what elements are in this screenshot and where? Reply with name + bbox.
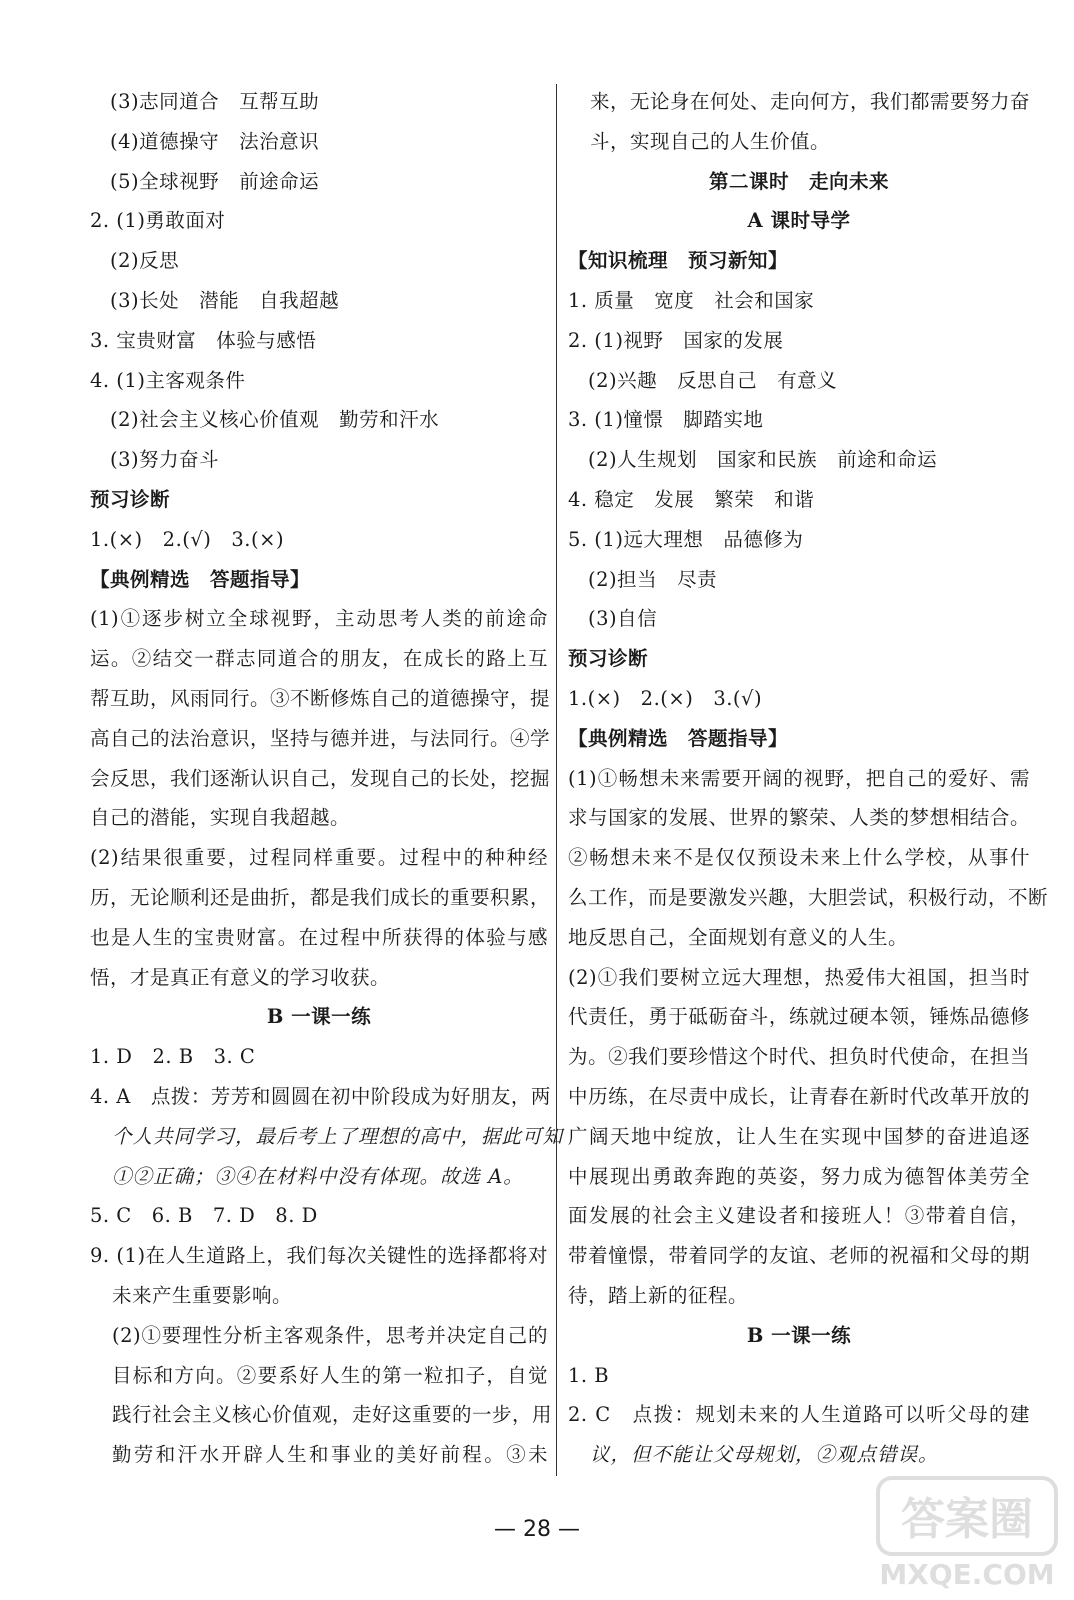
right-text-line: 待，踏上新的征程。 — [568, 1283, 749, 1307]
right-text-line: 代责任，勇于砥砺奋斗，练就过硬本领，锤炼品德修 — [568, 1005, 1030, 1029]
right-text-line: 【知识梳理 预习新知】 — [568, 249, 789, 273]
left-text-line: 4. A 点拨：芳芳和圆圆在初中阶段成为好朋友，两 — [90, 1084, 551, 1108]
right-text-line: 斗，实现自己的人生价值。 — [590, 129, 831, 153]
right-text-line: 1. 质量 宽度 社会和国家 — [568, 288, 815, 312]
right-text-line: ②畅想未来不是仅仅预设未来上什么学校，从事什 — [568, 846, 1030, 870]
left-text-line: (2)①要理性分析主客观条件，思考并决定自己的 — [112, 1323, 548, 1347]
left-text-line: B 一课一练 — [266, 1005, 372, 1029]
left-text-line: 悟，才是真正有意义的学习收获。 — [90, 965, 391, 989]
watermark-stamp-icon — [872, 1472, 1062, 1592]
left-text-line: 9. (1)在人生道路上，我们每次关键性的选择都将对 — [90, 1244, 548, 1268]
right-text-line: (2)兴趣 反思自己 有意义 — [588, 368, 838, 392]
left-text-line: 2. (1)勇敢面对 — [90, 209, 226, 233]
left-text-line: (2)结果很重要，过程同样重要。过程中的种种经 — [90, 846, 548, 870]
right-text-line: A 课时导学 — [747, 209, 851, 233]
left-text-line: 帮互助，风雨同行。③不断修炼自己的道德操守，提 — [90, 686, 551, 710]
right-text-line: (2)人生规划 国家和民族 前途和命运 — [588, 448, 938, 472]
left-text-line: 5. C 6. B 7. D 8. D — [90, 1204, 318, 1228]
right-column — [568, 82, 1049, 1475]
left-text-line: 1.(×) 2.(√) 3.(×) — [90, 527, 285, 551]
left-text-line: 未来产生重要影响。 — [112, 1283, 293, 1307]
left-text-line: (3)努力奋斗 — [110, 448, 220, 472]
left-text-line: 【典例精选 答题指导】 — [90, 567, 311, 591]
right-text-line: 2. C 点拨：规划未来的人生道路可以听父母的建 — [568, 1403, 1030, 1427]
left-text-line: (5)全球视野 前途命运 — [110, 169, 320, 193]
right-text-line: 求与国家的发展、世界的繁荣、人类的梦想相结合。 — [568, 806, 1030, 830]
right-text-line: (3)自信 — [588, 607, 658, 631]
left-text-line: 运。②结交一群志同道合的朋友，在成长的路上互 — [90, 647, 548, 671]
right-text-line: 为。②我们要珍惜这个时代、担负时代使命，在担当 — [568, 1045, 1030, 1069]
watermark-url: MXQE.COM — [879, 1558, 1055, 1591]
right-text-line: 预习诊断 — [568, 647, 649, 671]
left-text-line: (3)长处 潜能 自我超越 — [110, 288, 340, 312]
right-text-line: 4. 稳定 发展 繁荣 和谐 — [568, 487, 815, 511]
right-text-line: 3. (1)憧憬 脚踏实地 — [568, 408, 764, 432]
left-text-line: 践行社会主义核心价值观，走好这重要的一步，用 — [112, 1403, 553, 1427]
right-text-line: 5. (1)远大理想 品德修为 — [568, 527, 804, 551]
right-text-line: 中展现出勇敢奔跑的英姿，努力成为德智体美劳全 — [568, 1164, 1030, 1188]
right-text-line: (2)担当 尽责 — [588, 567, 718, 591]
left-text-line: 3. 宝贵财富 体验与感悟 — [90, 328, 317, 352]
left-column — [90, 82, 564, 1475]
left-text-line: (3)志同道合 互帮互助 — [110, 90, 320, 113]
right-text-line: 第二课时 走向未来 — [708, 169, 889, 193]
right-text-line: 中历练，在尽责中成长，让青春在新时代改革开放的 — [568, 1084, 1030, 1108]
right-text-line: 议，但不能让父母规划，②观点错误。 — [590, 1443, 939, 1467]
left-text-line: 会反思，我们逐渐认识自己，发现自己的长处，挖掘 — [90, 766, 551, 790]
left-text-line: 历，无论顺利还是曲折，都是我们成长的重要积累， — [90, 885, 551, 909]
right-text-line: 面发展的社会主义建设者和接班人！③带着自信， — [568, 1204, 1030, 1228]
left-text-line: 1. D 2. B 3. C — [90, 1045, 256, 1069]
watermark-logo — [872, 1472, 1062, 1592]
right-text-line: 广阔天地中绽放，让人生在实现中国梦的奋进追逐 — [568, 1124, 1030, 1148]
left-text-line: 勤劳和汗水开辟人生和事业的美好前程。③未 — [112, 1443, 548, 1467]
left-text-line: (2)社会主义核心价值观 勤劳和汗水 — [110, 408, 440, 432]
left-text-line: 预习诊断 — [90, 487, 171, 511]
left-text-line: 个人共同学习，最后考上了理想的高中，据此可知 — [112, 1124, 564, 1148]
left-text-line: 自己的潜能，实现自我超越。 — [90, 806, 351, 830]
page-number: — 28 — — [494, 1517, 580, 1542]
right-text-line: 2. (1)视野 国家的发展 — [568, 328, 784, 352]
right-text-line: 带着憧憬，带着同学的友谊、老师的祝福和父母的期 — [568, 1244, 1030, 1268]
left-text-line: (4)道德操守 法治意识 — [110, 129, 320, 153]
right-text-line: B 一课一练 — [746, 1323, 852, 1347]
watermark-text: 答案圈 — [901, 1494, 1033, 1545]
right-text-line: 1.(×) 2.(×) 3.(√) — [568, 686, 763, 710]
column-divider — [556, 84, 557, 1476]
left-text-line: 也是人生的宝贵财富。在过程中所获得的体验与感 — [90, 925, 548, 949]
right-text-line: 地反思自己，全面规划有意义的人生。 — [568, 925, 909, 949]
left-text-line: (1)①逐步树立全球视野，主动思考人类的前途命 — [90, 607, 548, 631]
right-text-line: 来，无论身在何处、走向何方，我们都需要努力奋 — [590, 90, 1031, 113]
left-text-line: ①②正确；③④在材料中没有体现。故选 A。 — [112, 1164, 524, 1188]
left-text-line: 4. (1)主客观条件 — [90, 368, 246, 392]
right-text-line: (2)①我们要树立远大理想，热爱伟大祖国，担当时 — [568, 965, 1030, 989]
left-text-line: 目标和方向。②要系好人生的第一粒扣子，自觉 — [112, 1363, 548, 1387]
right-text-line: (1)①畅想未来需要开阔的视野，把自己的爱好、需 — [568, 766, 1030, 790]
right-text-line: 【典例精选 答题指导】 — [568, 726, 789, 750]
left-text-line: (2)反思 — [110, 249, 180, 273]
right-text-line: 1. B — [568, 1363, 610, 1387]
right-text-line: 么工作，而是要激发兴趣，大胆尝试，积极行动，不断 — [568, 885, 1049, 909]
left-text-line: 高自己的法治意识，坚持与德并进，与法同行。④学 — [90, 726, 551, 750]
